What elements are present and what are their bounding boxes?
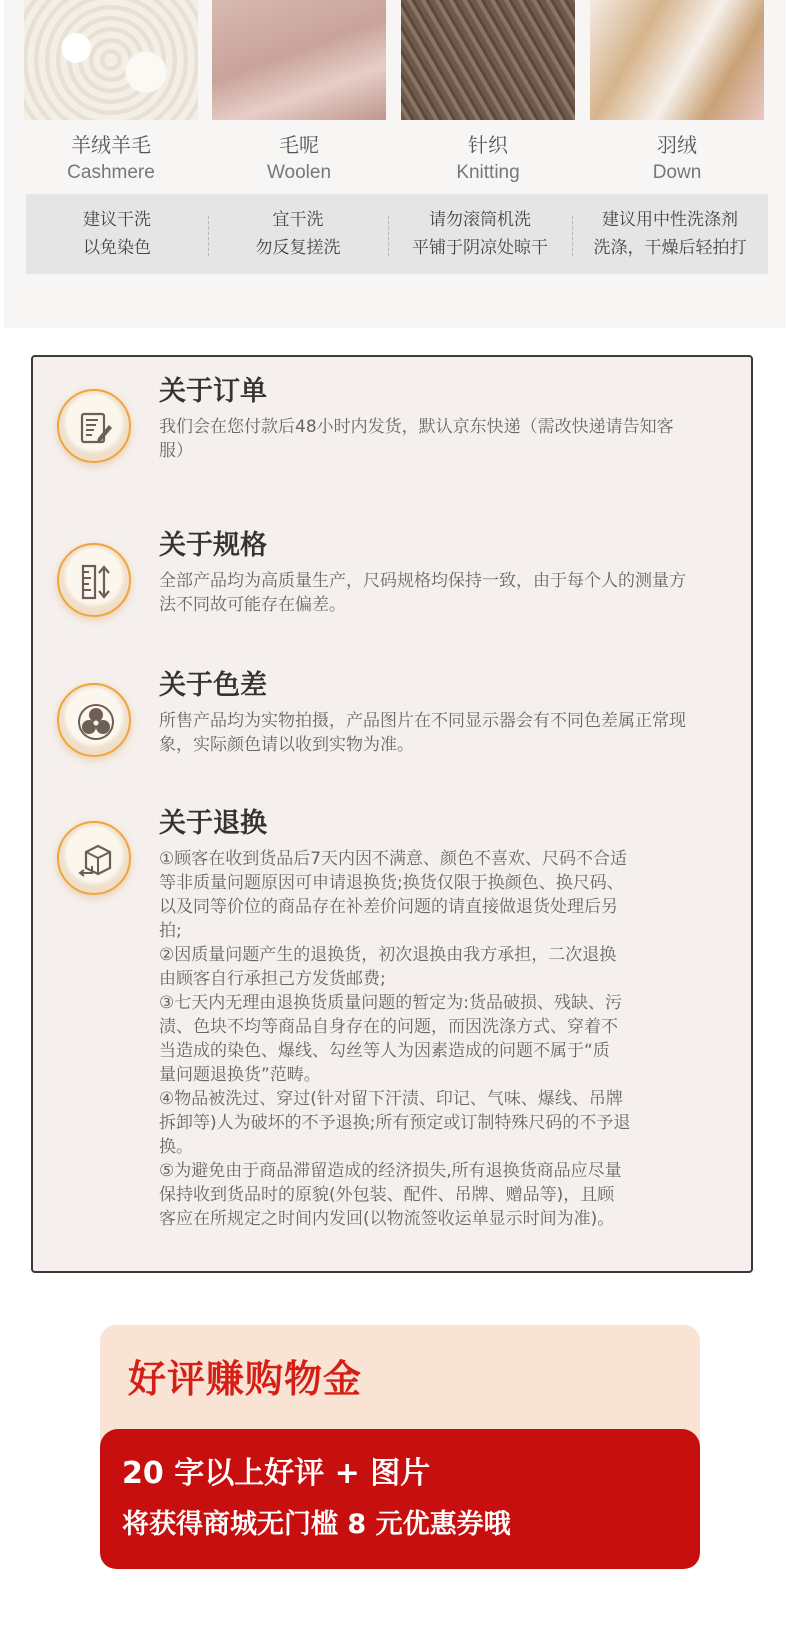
fabric-image-cashmere [24, 0, 198, 120]
fabric-name-en: Cashmere [67, 162, 155, 183]
fabric-name-en: Woolen [266, 162, 332, 183]
fabric-name: 羊绒羊毛 [71, 133, 151, 157]
policy-body-color: 所售产品均为实物拍摄，产品图片在不同显示器会有不同色差属正常现象，实际颜色请以收到实物为准。 [159, 711, 686, 755]
policy-body-returns [159, 847, 719, 1231]
fabric-name: 羽绒 [657, 133, 697, 157]
returns-line: 客应在所规定之时间内发回(以物流签收运单显示时间为准)。 [159, 1209, 615, 1229]
care-instruction [388, 194, 572, 274]
returns-line: 拆卸等)人为破坏的不予退换;所有预定或订制特殊尺码的不予退 [159, 1113, 631, 1133]
policy-title-order: 关于订单 [159, 376, 267, 407]
return-box-icon [57, 821, 131, 895]
care-line: 以免染色 [83, 238, 151, 258]
returns-line: 由顾客自行承担己方发货邮费; [159, 969, 386, 989]
review-coupon-text: 将获得商城无门槛 8 元优惠券哦 [122, 1509, 511, 1540]
returns-line: 渍、色块不均等商品自身存在的问题，而因洗涤方式、穿着不 [159, 1017, 618, 1037]
review-reward-box [100, 1429, 700, 1569]
returns-line: ①顾客在收到货品后7天内因不满意、颜色不喜欢、尺码不合适 [159, 849, 628, 869]
returns-line: ②因质量问题产生的退换货，初次退换由我方承担，二次退换 [159, 945, 617, 965]
review-reward-banner [100, 1325, 700, 1569]
policy-title-returns: 关于退换 [159, 808, 267, 839]
size-ruler-icon [57, 543, 131, 617]
fabric-name-en: Down [652, 162, 702, 183]
returns-line: 换。 [159, 1137, 193, 1157]
care-line: 建议干洗 [83, 210, 151, 230]
returns-line: ③七天内无理由退换货质量问题的暂定为:货品破损、残缺、污 [159, 993, 622, 1013]
review-reward-title: 好评赚购物金 [128, 1357, 363, 1401]
fabric-name: 针织 [468, 133, 508, 157]
fabric-image-down [590, 0, 764, 120]
fabric-image-woolen [212, 0, 386, 120]
fabric-image-knitting [401, 0, 575, 120]
returns-line: 量问题退换货”范畴。 [159, 1065, 321, 1085]
care-line: 建议用中性洗涤剂 [602, 210, 738, 230]
care-line: 请勿滚筒机洗 [429, 210, 531, 230]
color-circles-icon [57, 683, 131, 757]
care-line: 宜干洗 [272, 210, 324, 230]
returns-line: 拍; [159, 921, 182, 941]
returns-line: 等非质量问题原因可申请退换货;换货仅限于换颜色、换尺码、 [159, 873, 624, 893]
care-instruction [572, 194, 768, 274]
care-instruction [26, 194, 208, 274]
policy-body-order: 我们会在您付款后48小时内发货，默认京东快递（需改快递请告知客服） [159, 417, 674, 461]
care-line: 勿反复搓洗 [255, 238, 341, 258]
washing-instructions-bar [26, 194, 768, 274]
returns-line: 保持收到货品时的原貌(外包装、配件、吊牌、赠品等)，且顾 [159, 1185, 615, 1205]
fabric-name-en: Knitting [456, 162, 520, 183]
policy-title-size: 关于规格 [159, 530, 267, 561]
policy-body-size: 全部产品均为高质量生产，尺码规格均保持一致，由于每个人的测量方法不同故可能存在偏差。 [159, 571, 686, 615]
order-form-icon [57, 389, 131, 463]
fabric-name: 毛呢 [279, 133, 319, 157]
care-line: 平铺于阴凉处晾干 [412, 238, 548, 258]
review-requirement-text: 20 字以上好评 + 图片 [122, 1456, 431, 1491]
care-instruction [208, 194, 388, 274]
fabric-care-section [4, 0, 786, 328]
returns-line: ⑤为避免由于商品滞留造成的经济损失,所有退换货商品应尽量 [159, 1161, 622, 1181]
returns-line: ④物品被洗过、穿过(针对留下汗渍、印记、气味、爆线、吊牌 [159, 1089, 623, 1109]
policy-title-color: 关于色差 [159, 670, 267, 701]
returns-line: 以及同等价位的商品存在补差价问题的请直接做退货处理后另 [159, 897, 618, 917]
care-line: 洗涤，干燥后轻拍打 [593, 238, 747, 258]
returns-line: 当造成的染色、爆线、勾丝等人为因素造成的问题不属于“质 [159, 1041, 610, 1061]
store-policy-panel [31, 355, 753, 1273]
